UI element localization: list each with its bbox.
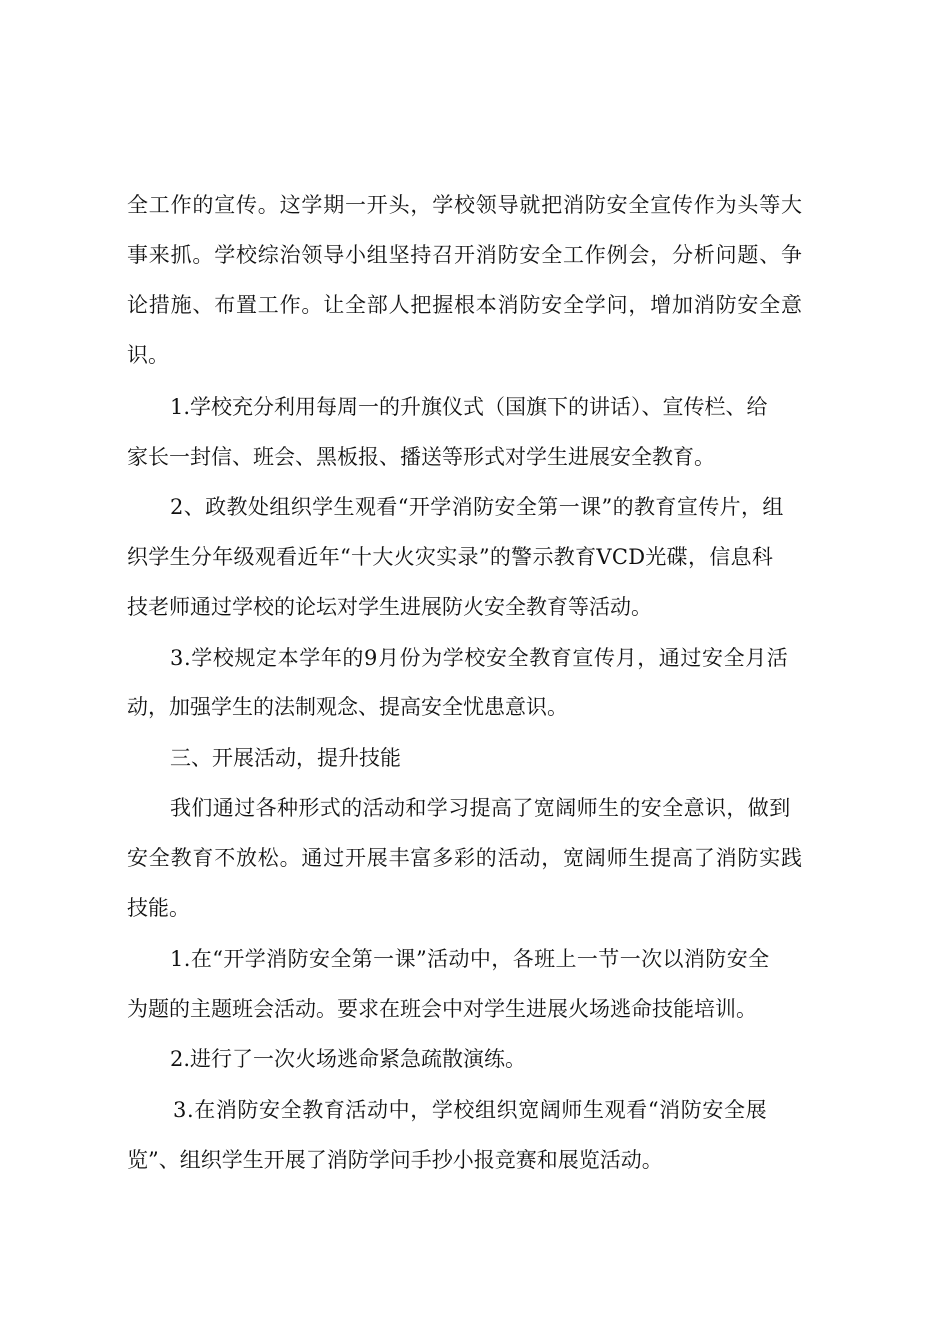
text-line: 1.在“开学消防安全第一课”活动中，各班上一节一次以消防安全: [170, 947, 770, 971]
text-line: 3.在消防安全教育活动中，学校组织宽阔师生观看“消防安全展: [173, 1098, 768, 1122]
text-line: 动，加强学生的法制观念、提高安全忧患意识。: [127, 695, 568, 719]
text-line: 全工作的宣传。这学期一开头，学校领导就把消防安全宣传作为头等大: [127, 193, 803, 217]
text-line: 家长一封信、班会、黑板报、播送等形式对学生进展安全教育。: [127, 445, 715, 469]
text-line: 览”、组织学生开展了消防学问手抄小报竞赛和展览活动。: [127, 1148, 663, 1172]
text-line: 织学生分年级观看近年“十大火灾实录”的警示教育VCD光碟，信息科: [127, 545, 774, 569]
text-line: 技老师通过学校的论坛对学生进展防火安全教育等活动。: [127, 595, 652, 619]
text-line: 技能。: [127, 896, 190, 920]
text-line: 2、政教处组织学生观看“开学消防安全第一课”的教育宣传片，组: [170, 495, 784, 519]
text-line: 为题的主题班会活动。要求在班会中对学生进展火场逃命技能培训。: [127, 997, 757, 1021]
text-line: 3.学校规定本学年的9月份为学校安全教育宣传月，通过安全月活: [170, 646, 789, 670]
text-line: 识。: [127, 343, 169, 367]
section-heading: 三、开展活动，提升技能: [170, 746, 401, 770]
text-line: 安全教育不放松。通过开展丰富多彩的活动，宽阔师生提高了消防实践: [127, 846, 803, 870]
text-line: 事来抓。学校综治领导小组坚持召开消防安全工作例会，分析问题、争: [127, 243, 803, 267]
text-line: 1.学校充分利用每周一的升旗仪式（国旗下的讲话）、宣传栏、给: [170, 395, 768, 419]
text-line: 2.进行了一次火场逃命紧急疏散演练。: [170, 1047, 527, 1071]
text-line: 我们通过各种形式的活动和学习提高了宽阔师生的安全意识，做到: [170, 796, 791, 820]
text-line: 论措施、布置工作。让全部人把握根本消防安全学问，增加消防安全意: [127, 293, 803, 317]
